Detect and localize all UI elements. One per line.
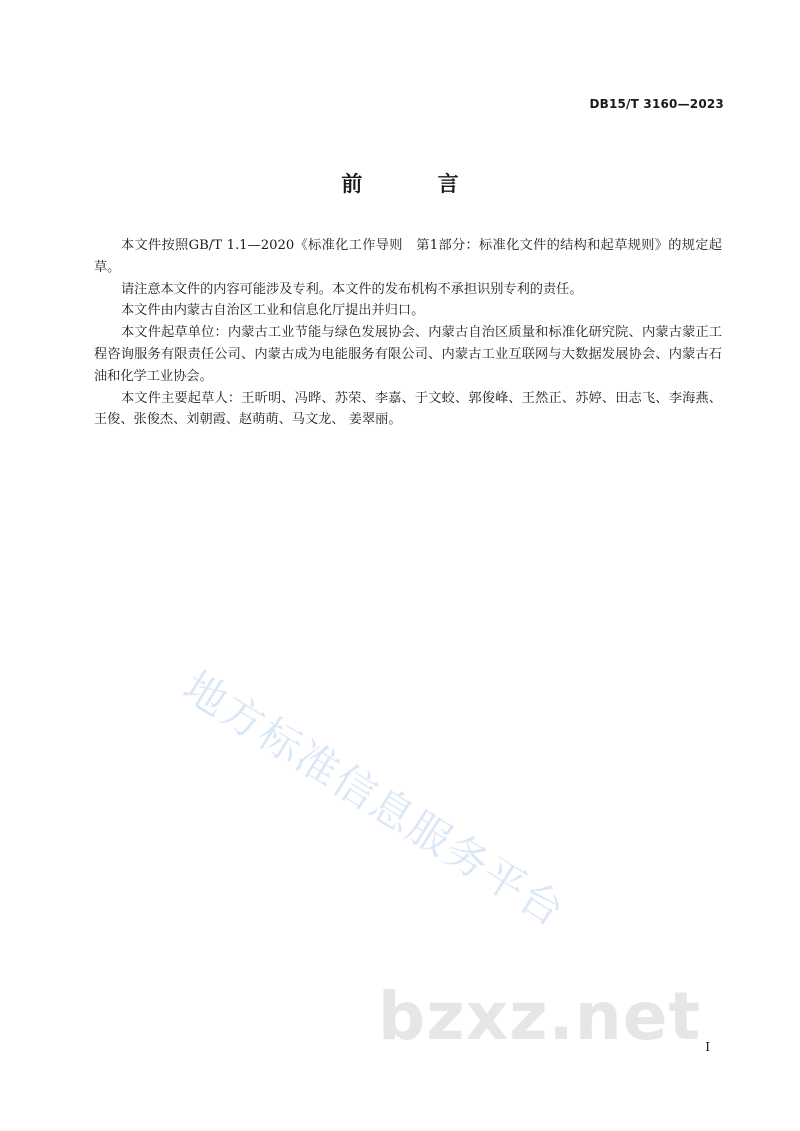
- paragraph-drafters: 本文件主要起草人：王昕明、冯晔、苏荣、李嘉、于文蛟、郭俊峰、王然正、苏婷、田志飞、李海燕、王俊、张俊杰、刘朝霞、赵萌萌、马文龙、 姜翠丽。: [94, 390, 722, 428]
- paragraph-drafting-basis: 本文件按照GB/T 1.1—2020《标准化工作导则 第1部分：标准化文件的结构和起草规则》的规定起草。: [94, 238, 722, 275]
- watermark-text: 地方标准信息服务平台: [174, 661, 574, 937]
- body-text: [94, 235, 722, 431]
- paragraph-patent-notice: 请注意本文件的内容可能涉及专利。本文件的发布机构不承担识别专利的责任。: [121, 281, 583, 297]
- site-watermark: bzxz.net: [378, 978, 702, 1055]
- section-heading: 前 言: [341, 172, 493, 196]
- paragraph-proposer: 本文件由内蒙古自治区工业和信息化厅提出并归口。: [121, 303, 425, 319]
- document-code: DB15/T 3160—2023: [589, 97, 724, 111]
- paragraph-drafting-units: 本文件起草单位：内蒙古工业节能与绿色发展协会、内蒙古自治区质量和标准化研究院、内蒙古蒙正工程咨询服务有限责任公司、内蒙古成为电能服务有限公司、内蒙古工业互联网与大数据发展协会、内蒙古石油和化学工业协会。: [94, 325, 722, 384]
- page-number: I: [705, 1040, 710, 1054]
